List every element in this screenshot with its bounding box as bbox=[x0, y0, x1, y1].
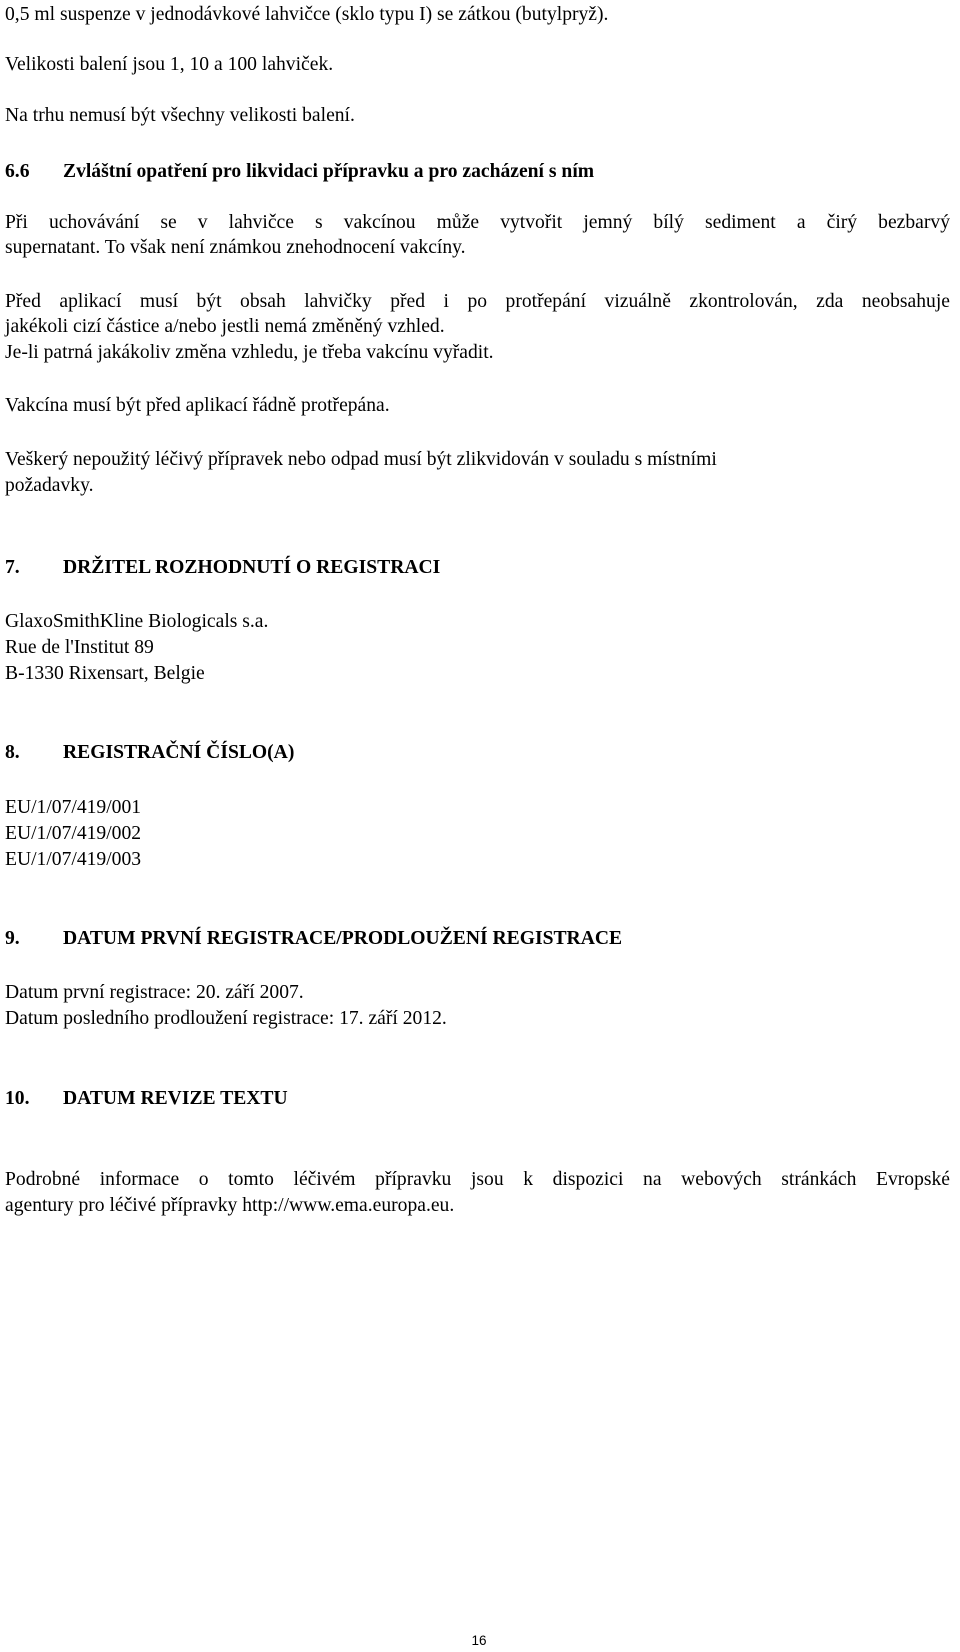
section-title: REGISTRAČNÍ ČÍSLO(A) bbox=[63, 742, 295, 763]
section-10-heading bbox=[5, 1087, 288, 1111]
inspection-paragraph-line-3: Je-li patrná jakákoliv změna vzhledu, je třeba vakcínu vyřadit. bbox=[5, 342, 494, 363]
info-paragraph-line-1: Podrobné informace o tomto léčivém přípravku jsou k dispozici na webových stránkách Evropské bbox=[5, 1169, 950, 1190]
disposal-paragraph-line-2: požadavky. bbox=[5, 475, 94, 496]
package-line-1: 0,5 ml suspenze v jednodávkové lahvičce (sklo typu I) se zátkou (butylpryž). bbox=[5, 4, 609, 25]
sediment-paragraph-line-1: Při uchovávání se v lahvičce s vakcínou může vytvořit jemný bílý sediment a čirý bezbarvý bbox=[5, 212, 950, 233]
section-title: DRŽITEL ROZHODNUTÍ O REGISTRACI bbox=[63, 557, 441, 578]
package-line-3: Na trhu nemusí být všechny velikosti balení. bbox=[5, 105, 355, 126]
section-number: 10. bbox=[5, 1088, 30, 1109]
section-number: 8. bbox=[5, 742, 20, 763]
shake-paragraph: Vakcína musí být před aplikací řádně protřepána. bbox=[5, 395, 390, 416]
registration-number-2: EU/1/07/419/002 bbox=[5, 823, 142, 844]
section-7-heading bbox=[5, 556, 440, 580]
package-line-2: Velikosti balení jsou 1, 10 a 100 lahviček. bbox=[5, 54, 334, 75]
disposal-paragraph-line-1: Veškerý nepoužitý léčivý přípravek nebo odpad musí být zlikvidován v souladu s místními bbox=[5, 449, 717, 470]
page-number: 16 bbox=[471, 1633, 487, 1648]
inspection-paragraph-line-2: jakékoli cizí částice a/nebo jestli nemá změněný vzhled. bbox=[5, 316, 445, 337]
holder-street: Rue de l'Institut 89 bbox=[5, 637, 154, 658]
registration-number-3: EU/1/07/419/003 bbox=[5, 849, 142, 870]
info-paragraph-line-2: agentury pro léčivé přípravky http://www.ema.europa.eu. bbox=[5, 1195, 455, 1216]
holder-name: GlaxoSmithKline Biologicals s.a. bbox=[5, 611, 269, 632]
first-registration-date: Datum první registrace: 20. září 2007. bbox=[5, 982, 304, 1003]
section-title: DATUM PRVNÍ REGISTRACE/PRODLOUŽENÍ REGISTRACE bbox=[63, 928, 623, 949]
section-title: Zvláštní opatření pro likvidaci přípravku a pro zacházení s ním bbox=[63, 161, 595, 182]
registration-number-1: EU/1/07/419/001 bbox=[5, 797, 142, 818]
section-9-heading bbox=[5, 927, 622, 951]
holder-city: B-1330 Rixensart, Belgie bbox=[5, 663, 205, 684]
renewal-date: Datum posledního prodloužení registrace: 17. září 2012. bbox=[5, 1008, 447, 1029]
section-6-6-heading bbox=[5, 160, 594, 184]
sediment-paragraph-line-2: supernatant. To však není známkou znehodnocení vakcíny. bbox=[5, 237, 466, 258]
section-number: 9. bbox=[5, 928, 20, 949]
document-page bbox=[5, 0, 953, 1652]
inspection-paragraph-line-1: Před aplikací musí být obsah lahvičky před i po protřepání vizuálně zkontrolován, zda neobsahuje bbox=[5, 291, 950, 312]
section-number: 7. bbox=[5, 557, 20, 578]
section-title: DATUM REVIZE TEXTU bbox=[63, 1088, 288, 1109]
section-number: 6.6 bbox=[5, 161, 30, 182]
section-8-heading bbox=[5, 741, 294, 765]
